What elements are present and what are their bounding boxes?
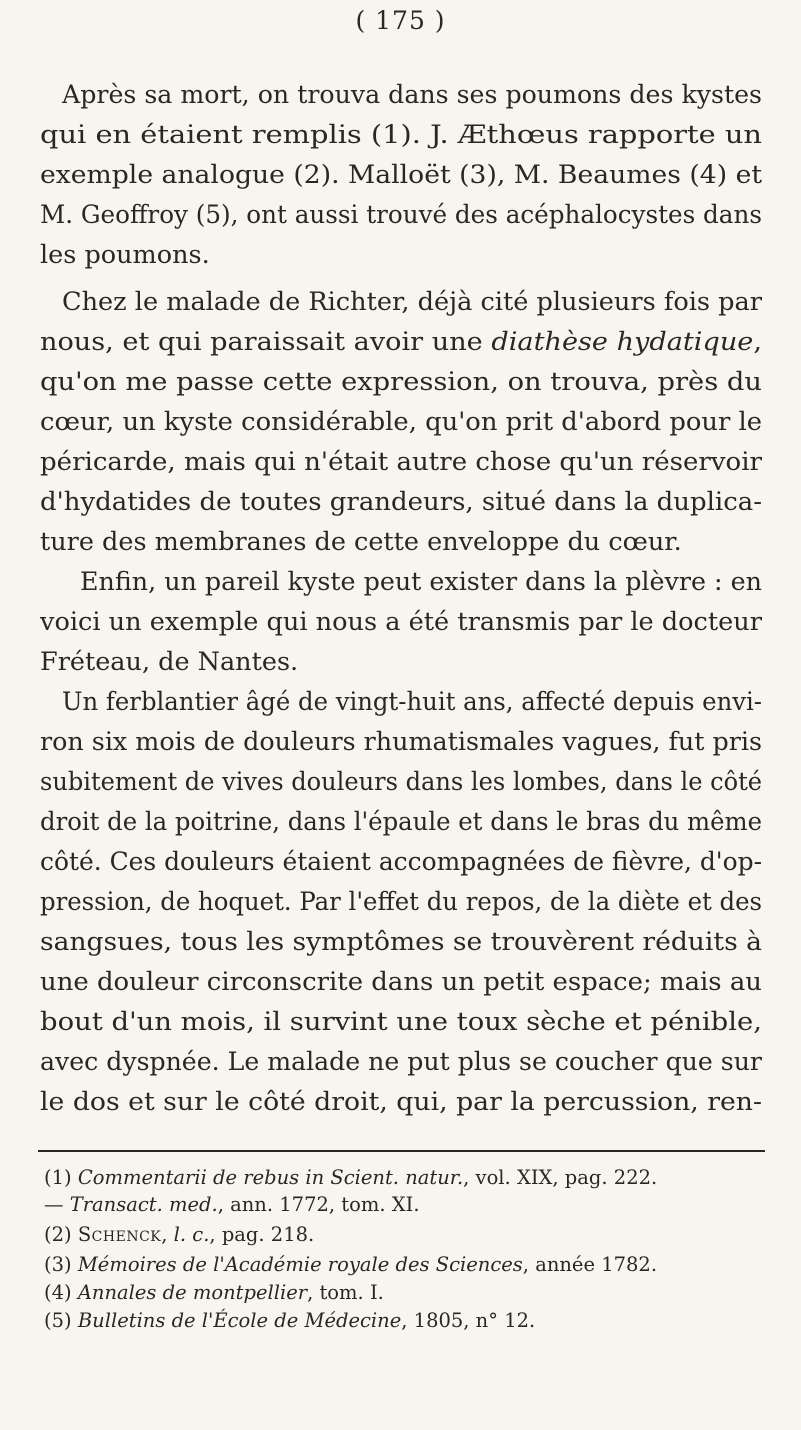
footnote-separator: [38, 1150, 765, 1152]
footnote: [0, 1222, 801, 1248]
footnote-text: [44, 1280, 384, 1306]
body-line: [0, 603, 801, 641]
body-line: [0, 283, 801, 321]
text-segment: , année 1782.: [522, 1253, 658, 1276]
italic-title: Mémoires de l'Académie royale des Sciences: [77, 1253, 523, 1276]
text-segment: (4): [44, 1281, 78, 1304]
body-line: [0, 523, 801, 561]
body-line-text: exemple analogue (2). Malloët (3), M. Beaumes (4) et: [40, 160, 763, 190]
body-line: [0, 563, 801, 601]
body-line-text: péricarde, mais qui n'était autre chose qu'un réservoir: [40, 447, 762, 477]
body-line-text: droit de la poitrine, dans l'épaule et dans le bras du même: [40, 807, 763, 837]
body-line: [0, 1083, 801, 1121]
body-line-text: subitement de vives douleurs dans les lombes, dans le côté: [40, 767, 763, 797]
italic-title: Bulletins de l'École de Médecine: [77, 1309, 402, 1332]
body-line: [0, 196, 801, 234]
text-segment: (3): [44, 1253, 78, 1276]
body-line-text: qu'on me passe cette expression, on trouva, près du: [40, 367, 763, 397]
body-line: [0, 763, 801, 801]
text-segment: , vol. XIX, pag. 222.: [463, 1166, 658, 1189]
text-segment: —: [44, 1193, 70, 1216]
body-line-text: ron six mois de douleurs rhumatismales vagues, fut pris: [40, 727, 763, 757]
text-segment: (2): [44, 1223, 78, 1246]
body-line: [0, 323, 801, 361]
body-line-text: avec dyspnée. Le malade ne put plus se coucher que sur: [40, 1047, 762, 1077]
footnote: [0, 1252, 801, 1278]
body-line: [0, 76, 801, 114]
italic-title: Commentarii de rebus in Scient. natur.: [77, 1166, 464, 1189]
body-line-text: M. Geoffroy (5), ont aussi trouvé des acéphalocystes dans: [40, 200, 762, 230]
body-line: [0, 116, 801, 154]
body-line: [0, 443, 801, 481]
body-line-text: côté. Ces douleurs étaient accompagnées de fièvre, d'op-: [40, 847, 763, 877]
body-line-text: le dos et sur le côté droit, qui, par la percussion, ren-: [40, 1087, 763, 1117]
text-segment: , ann. 1772, tom. XI.: [217, 1193, 420, 1216]
footnote-text: [44, 1192, 420, 1218]
body-line: [0, 236, 801, 274]
italic-title: Transact. med.: [69, 1193, 218, 1216]
body-line-text: sangsues, tous les symptômes se trouvèrent réduits à: [40, 927, 762, 957]
footnote-text: [44, 1165, 657, 1191]
body-line: [0, 963, 801, 1001]
body-line-text: une douleur circonscrite dans un petit espace; mais au: [40, 967, 762, 997]
text-segment: , pag. 218.: [209, 1223, 315, 1246]
body-line: [0, 683, 801, 721]
author-name: Schenck: [77, 1223, 162, 1246]
body-line: [0, 156, 801, 194]
body-line: [0, 923, 801, 961]
body-line-text: Un ferblantier âgé de vingt-huit ans, affecté depuis envi-: [62, 687, 762, 717]
body-line-text: bout d'un mois, il survint une toux sèche et pénible,: [40, 1007, 762, 1037]
body-line: [0, 1003, 801, 1041]
footnote-text: [44, 1222, 314, 1248]
body-line: [0, 643, 801, 681]
body-line-text: voici un exemple qui nous a été transmis par le docteur: [40, 607, 762, 637]
italic-title: diathèse hydatique: [491, 327, 754, 357]
text-segment: ,: [753, 327, 762, 357]
body-line-text: ture des membranes de cette enveloppe du cœur.: [40, 527, 682, 557]
text-segment: , 1805, n° 12.: [401, 1309, 536, 1332]
body-line: [0, 723, 801, 761]
italic-title: Annales de montpellier: [77, 1281, 308, 1304]
body-line-text: Fréteau, de Nantes.: [40, 647, 299, 677]
page-number: ( 175 ): [355, 6, 446, 35]
body-line-text: [40, 323, 762, 361]
body-line-text: cœur, un kyste considérable, qu'on prit d'abord pour le: [40, 407, 763, 437]
italic-title: l. c.: [173, 1223, 210, 1246]
footnote: [0, 1308, 801, 1334]
text-segment: nous, et qui paraissait avoir une: [40, 327, 492, 357]
footnote: [0, 1280, 801, 1306]
footnote-text: [44, 1308, 535, 1334]
body-line-text: Après sa mort, on trouva dans ses poumons des kystes: [62, 80, 762, 110]
body-line-text: pression, de hoquet. Par l'effet du repos, de la diète et des: [40, 887, 763, 917]
body-line: [0, 803, 801, 841]
footnote: [0, 1165, 801, 1191]
body-line-text: Enfin, un pareil kyste peut exister dans la plèvre : en: [80, 567, 762, 597]
body-line: [0, 483, 801, 521]
body-line: [0, 363, 801, 401]
text-segment: , tom. I.: [307, 1281, 384, 1304]
footnote: [0, 1192, 801, 1218]
body-line-text: qui en étaient remplis (1). J. Æthœus rapporte un: [40, 120, 763, 150]
body-line: [0, 843, 801, 881]
text-segment: (1): [44, 1166, 78, 1189]
body-line-text: d'hydatides de toutes grandeurs, situé dans la duplica-: [40, 487, 762, 517]
body-line-text: les poumons.: [40, 240, 210, 270]
body-line: [0, 403, 801, 441]
footnote-text: [44, 1252, 657, 1278]
body-line-text: Chez le malade de Richter, déjà cité plusieurs fois par: [62, 287, 762, 317]
text-segment: (5): [44, 1309, 78, 1332]
body-line: [0, 883, 801, 921]
text-segment: ,: [161, 1223, 174, 1246]
body-line: [0, 1043, 801, 1081]
